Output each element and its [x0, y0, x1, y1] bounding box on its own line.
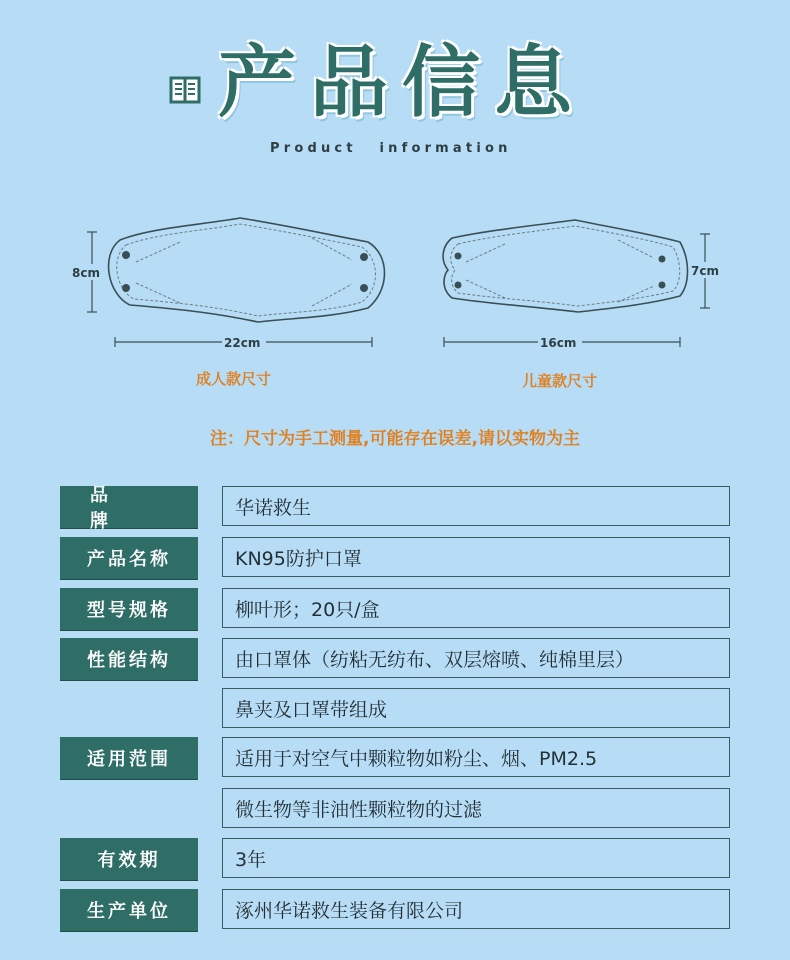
page-subtitle: Product information	[270, 141, 512, 156]
spec-label: 有效期	[60, 838, 198, 880]
spec-value: 鼻夹及口罩带组成	[222, 688, 730, 728]
child-height-label: 7cm	[691, 264, 719, 278]
child-mask-outline	[443, 220, 687, 312]
spec-value: 涿州华诺救生装备有限公司	[222, 889, 730, 929]
child-size-caption: 儿童款尺寸	[522, 372, 598, 390]
adult-height-label: 8cm	[72, 266, 100, 280]
spec-row	[60, 638, 732, 680]
adult-size-caption: 成人款尺寸	[196, 370, 272, 388]
child-width-label: 16cm	[540, 336, 577, 350]
spec-value: 3年	[222, 838, 730, 878]
spec-value: 由口罩体（纺粘无纺布、双层熔喷、纯棉里层）	[222, 638, 730, 678]
spec-row	[60, 688, 732, 730]
spec-row	[60, 737, 732, 779]
header	[0, 0, 790, 180]
spec-value: 适用于对空气中颗粒物如粉尘、烟、PM2.5	[222, 737, 730, 777]
page-title: 产品信息	[218, 38, 587, 128]
spec-row	[60, 889, 732, 931]
spec-row	[60, 838, 732, 880]
spec-label: 型号规格	[60, 588, 198, 630]
spec-label: 品 牌	[60, 486, 198, 528]
spec-label: 生产单位	[60, 889, 198, 931]
measurement-note: 注：尺寸为手工测量,可能存在误差,请以实物为主	[210, 429, 580, 449]
spec-row	[60, 788, 732, 830]
spec-row	[60, 588, 732, 630]
spec-value: KN95防护口罩	[222, 537, 730, 577]
adult-mask-outline	[109, 218, 385, 322]
spec-value: 柳叶形；20只/盒	[222, 588, 730, 628]
spec-value: 微生物等非油性颗粒物的过滤	[222, 788, 730, 828]
spec-value: 华诺救生	[222, 486, 730, 526]
spec-row	[60, 537, 732, 579]
adult-width-label: 22cm	[224, 336, 261, 350]
book-icon	[168, 72, 202, 106]
spec-label: 适用范围	[60, 737, 198, 779]
spec-label: 产品名称	[60, 537, 198, 579]
spec-label: 性能结构	[60, 638, 198, 680]
mask-size-diagram	[0, 200, 790, 360]
spec-row	[60, 485, 732, 532]
